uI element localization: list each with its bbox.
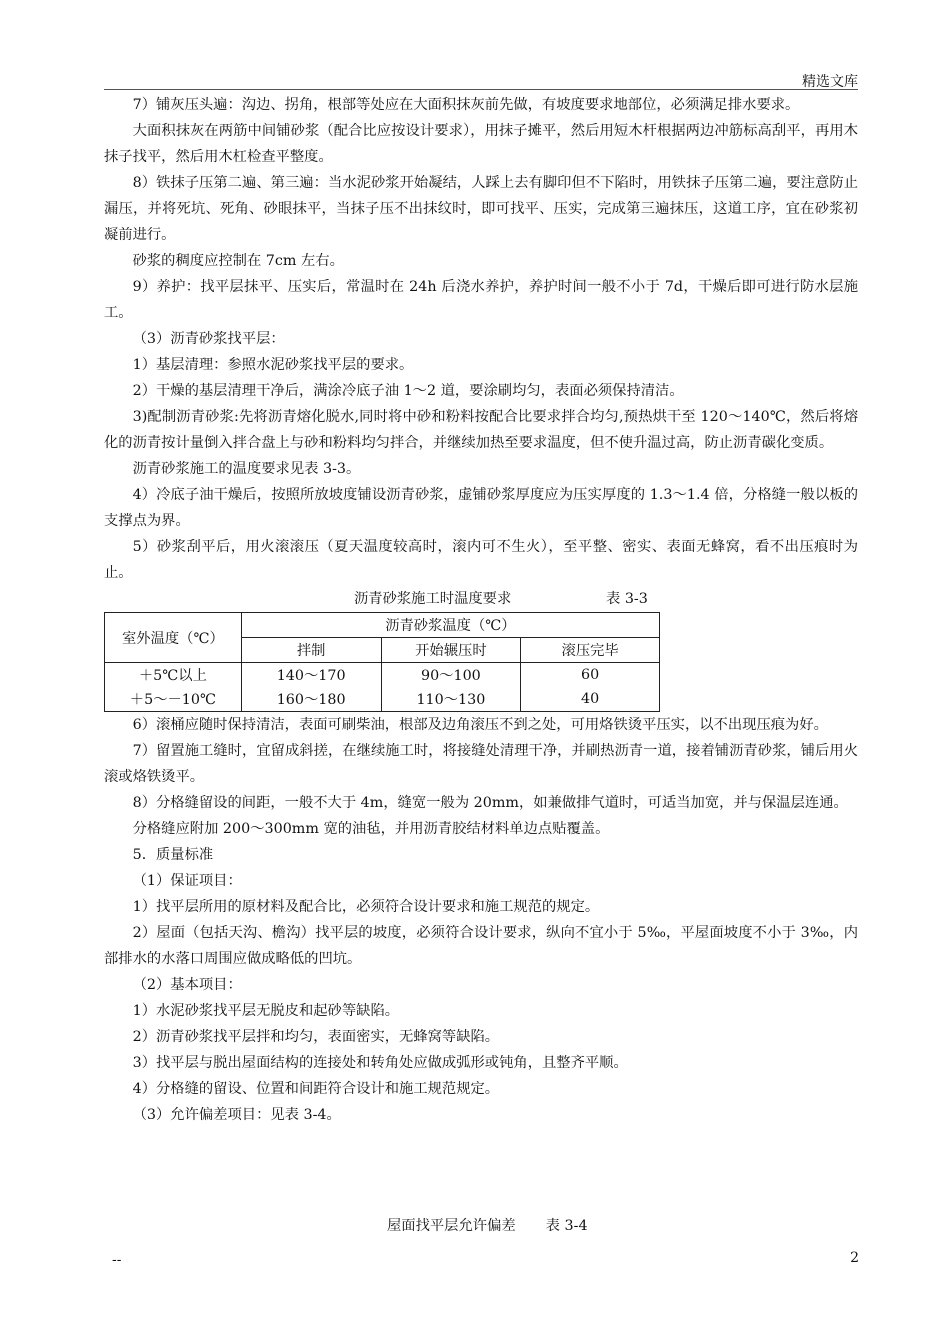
table-cell: 90～100 [381, 663, 521, 688]
section-heading: 5．质量标准 [132, 847, 214, 863]
table-subheader: 拌制 [241, 638, 381, 663]
table-header-mortar-temp: 沥青砂浆温度（℃） [241, 613, 659, 638]
table-3-3-caption [104, 586, 660, 612]
paragraph: 分格缝应附加 200～300mm 宽的油毡，并用沥青胶结材料单边点贴覆盖。 [132, 821, 610, 837]
paragraph: 9）养护：找平层抹平、压实后，常温时在 24h 后浇水养护，养护时间一般不小于 7d，干燥后即可进行防水层施工。 [104, 279, 858, 321]
paragraph: 2）沥青砂浆找平层拌和均匀，表面密实，无蜂窝等缺陷。 [132, 1029, 500, 1045]
table-cell: 40 [521, 687, 660, 712]
table-cell: 60 [521, 663, 660, 688]
table-cell: 110～130 [381, 687, 521, 712]
paragraph: 2）干燥的基层清理干净后，满涂冷底子油 1～2 道，要涂刷均匀，表面必须保持清洁。 [132, 383, 684, 399]
table-header-outdoor-temp: 室外温度（℃） [105, 613, 242, 663]
table-subheader: 滚压完毕 [521, 638, 660, 663]
paragraph: 砂浆的稠度应控制在 7cm 左右。 [132, 253, 344, 269]
table-3-3-title: 沥青砂浆施工时温度要求 [354, 591, 512, 607]
paragraph: 沥青砂浆施工的温度要求见表 3-3。 [132, 461, 361, 477]
paragraph: 1）基层清理：参照水泥砂浆找平层的要求。 [132, 357, 414, 373]
page-number: 2 [850, 1250, 859, 1266]
table-3-4-caption [387, 1215, 588, 1235]
paragraph: 6）滚桶应随时保持清洁，表面可刷柴油，根部及边角滚压不到之处，可用烙铁烫平压实，以不出现压痕为好。 [132, 717, 828, 733]
footer-left-mark: -- [112, 1252, 122, 1268]
table-cell: ＋5℃以上 [105, 663, 242, 688]
table-cell: 140～170 [241, 663, 381, 688]
table-3-3-number: 表 3-3 [606, 591, 648, 607]
document-body [104, 92, 858, 1128]
paragraph: 7）留置施工缝时，宜留成斜搓，在继续施工时，将接缝处清理干净，并刷热沥青一道，接着铺沥青砂浆，铺后用火滚或烙铁烫平。 [104, 743, 858, 785]
section-heading: （2）基本项目： [132, 977, 242, 993]
table-row [105, 663, 660, 688]
paragraph: 7）铺灰压头遍：沟边、拐角，根部等处应在大面积抹灰前先做，有坡度要求地部位，必须满足排水要求。 [132, 97, 800, 113]
table-3-4-title: 屋面找平层允许偏差 [387, 1218, 516, 1234]
section-heading: （1）保证项目： [132, 873, 242, 889]
paragraph: 8）分格缝留设的间距，一般不大于 4m，缝宽一般为 20mm，如兼做排气道时，可适当加宽，并与保温层连通。 [132, 795, 848, 811]
paragraph: 1）水泥砂浆找平层无脱皮和起砂等缺陷。 [132, 1003, 400, 1019]
table-3-4-number: 表 3-4 [545, 1218, 588, 1234]
paragraph: 4）分格缝的留设、位置和间距符合设计和施工规范规定。 [132, 1081, 500, 1097]
paragraph: 5）砂浆刮平后，用火滚滚压（夏天温度较高时，滚内可不生火），至平整、密实、表面无蜂窝，看不出压痕时为止。 [104, 539, 858, 581]
table-row [105, 687, 660, 712]
section-heading: （3）允许偏差项目：见表 3-4。 [132, 1107, 341, 1123]
table-cell: 160～180 [241, 687, 381, 712]
paragraph: 8）铁抹子压第二遍、第三遍：当水泥砂浆开始凝结，人踩上去有脚印但不下陷时，用铁抹子压第二遍，要注意防止漏压，并将死坑、死角、砂眼抹平，当抹子压不出抹纹时，即可找平、压实，完成第三遍抹压，这道工序，宜在砂浆初凝前进行。 [104, 175, 858, 243]
table-3-3 [104, 612, 660, 712]
paragraph: 3）找平层与脱出屋面结构的连接处和转角处应做成弧形或钝角，且整齐平顺。 [132, 1055, 628, 1071]
paragraph: 4）冷底子油干燥后，按照所放坡度铺设沥青砂浆，虚铺砂浆厚度应为压实厚度的 1.3～1.4 倍，分格缝一般以板的支撑点为界。 [104, 487, 858, 529]
section-heading: （3）沥青砂浆找平层： [132, 331, 285, 347]
header-rule [104, 89, 858, 90]
paragraph: 2）屋面（包括天沟、檐沟）找平层的坡度，必须符合设计要求，纵向不宜小于 5‰，平屋面坡度不小于 3‰，内部排水的水落口周围应做成略低的凹坑。 [104, 925, 858, 967]
paragraph: 大面积抹灰在两筋中间铺砂浆（配合比应按设计要求），用抹子摊平，然后用短木杆根据两边冲筋标高刮平，再用木抹子找平，然后用木杠检查平整度。 [104, 123, 858, 165]
header-label: 精选文库 [802, 74, 858, 90]
paragraph: 3)配制沥青砂浆:先将沥青熔化脱水,同时将中砂和粉料按配合比要求拌合均匀,预热烘干至 120～140℃，然后将熔化的沥青按计量倒入拌合盘上与砂和粉料均匀拌合，并继续加热至要求温度，但不使升温过高，防止沥青碳化变质。 [104, 409, 858, 451]
paragraph: 1）找平层所用的原材料及配合比，必须符合设计要求和施工规范的规定。 [132, 899, 600, 915]
table-subheader: 开始辗压时 [381, 638, 521, 663]
table-cell: ＋5～－10℃ [105, 687, 242, 712]
